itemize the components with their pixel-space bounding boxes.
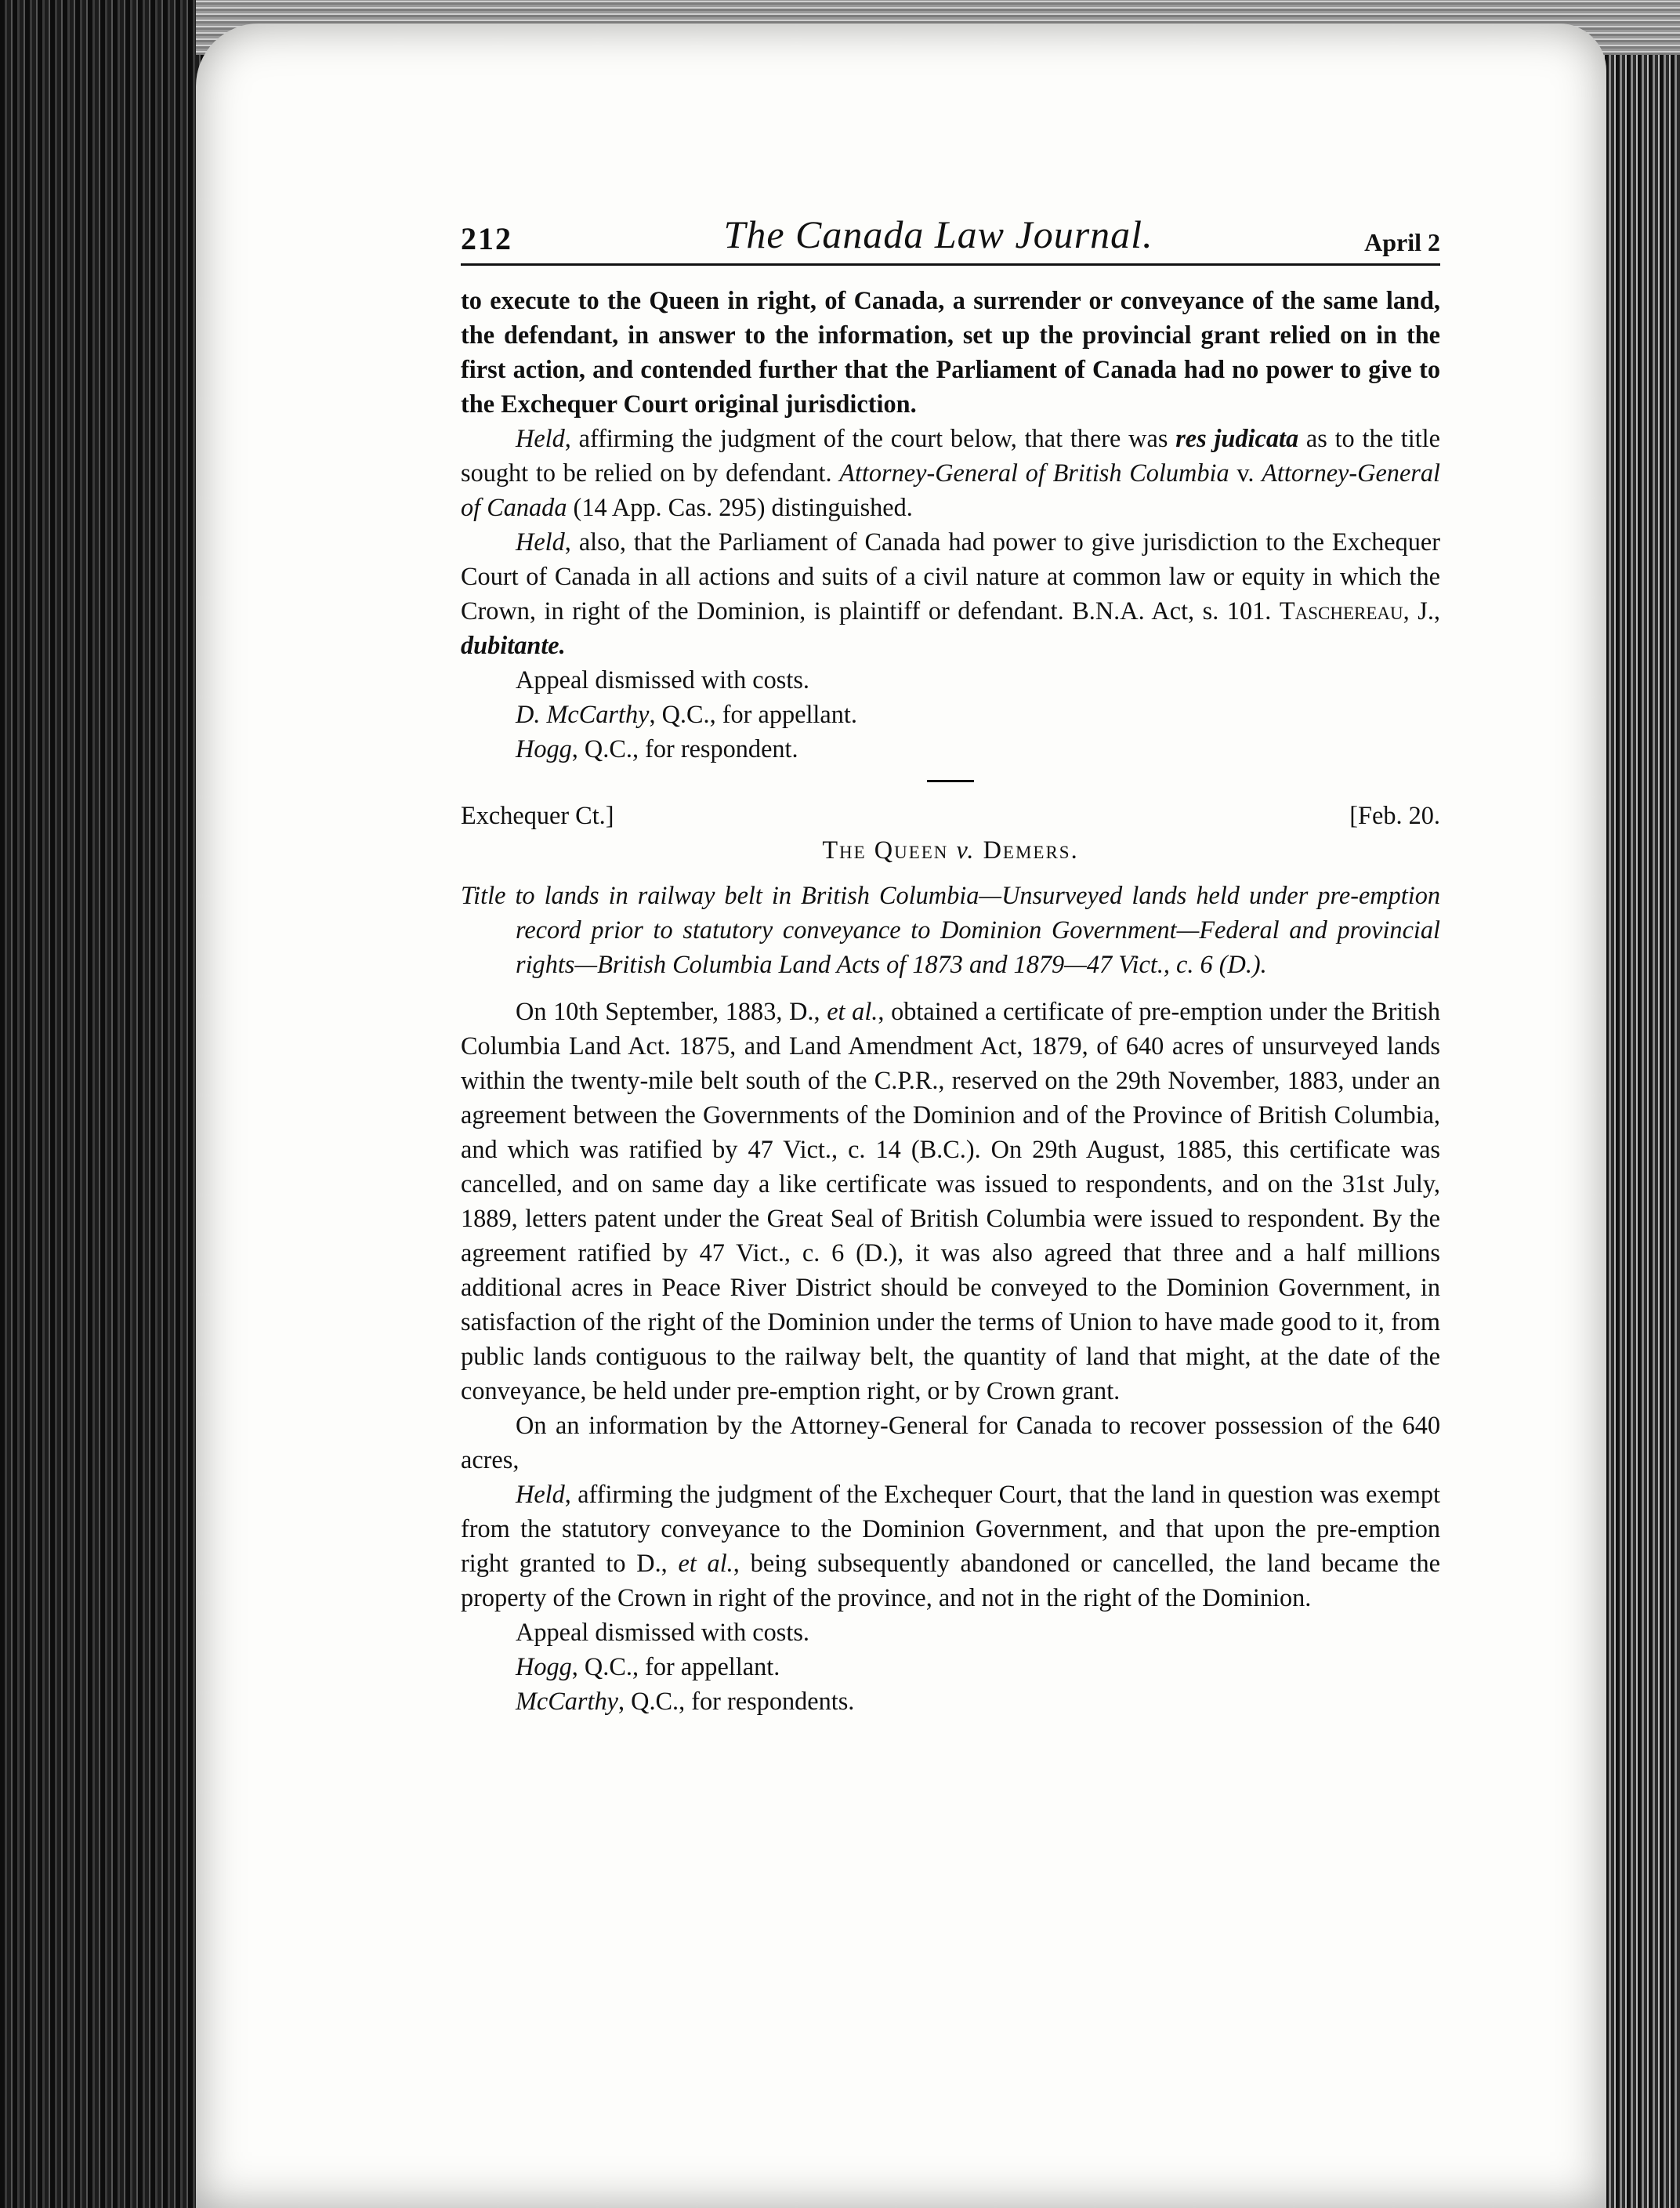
- counsel-role: , Q.C., for appellant.: [571, 1652, 780, 1680]
- held-text: , being subsequently abandoned or cancelled, the land became the property of the Crown in right of the province, and not in the right of the Dominion.: [461, 1549, 1440, 1612]
- counsel-role: , Q.C., for respondent.: [571, 734, 798, 763]
- held-text: , also, that the Parliament of Canada had power to give jurisdiction to the Exchequer Court of Canada in all actions and suits of a civil nature at common law or equity in which the Crown, in right of the Dominion, is plaintiff or defendant. B.N.A. Act, s. 101.: [461, 528, 1440, 625]
- held-label: Held: [516, 424, 565, 452]
- facts-text: On 10th September, 1883, D.,: [516, 997, 827, 1025]
- held-text: , affirming the judgment of the Exchequer Court, that the land in question was exempt from the statutory conveyance to the Dominion Government, and that upon the pre-emption right granted to D.,: [461, 1480, 1440, 1577]
- case2-court-line: [461, 798, 1440, 832]
- et-al: et al.: [678, 1549, 733, 1577]
- case-party: Demers.: [983, 836, 1079, 864]
- held-label: Held: [516, 528, 565, 556]
- case2-information-paragraph: On an information by the Attorney-General for Canada to recover possession of the 640 acres,: [461, 1411, 1440, 1474]
- cited-case-party: Attorney-General of British Columbia: [839, 459, 1229, 487]
- case1-held-paragraph-2: [461, 524, 1440, 662]
- counsel-name: Hogg: [516, 734, 572, 763]
- versus: v.: [1229, 459, 1262, 487]
- header-date: April 2: [1364, 228, 1440, 256]
- counsel-name: D. McCarthy: [516, 700, 650, 728]
- case2-title: [461, 832, 1440, 867]
- case1-counsel-respondent: [461, 731, 1440, 766]
- journal-title: The Canada Law Journal.: [723, 212, 1153, 256]
- court-name: Exchequer Ct.]: [461, 801, 614, 829]
- case2-headnote: Title to lands in railway belt in British Columbia—Unsurveyed lands held under pre-emption record prior to statutory conveyance to Dominion Government—Federal and provincial rights—British Columbia Land Acts of 1873 and 1879—47 Vict., c. 6 (D.).: [461, 881, 1440, 978]
- judge-name: Taschereau: [1279, 596, 1403, 625]
- case1-counsel-appellant: [461, 697, 1440, 731]
- held-text: (14 App. Cas. 295) distinguished.: [567, 493, 913, 521]
- scan-dark-right-margin: [1594, 0, 1680, 2208]
- dubitante: dubitante.: [461, 631, 566, 659]
- counsel-role: , Q.C., for appellant.: [649, 700, 857, 728]
- counsel-name: Hogg: [516, 1652, 572, 1680]
- held-text: , affirming the judgment of the court below, that there was: [564, 424, 1176, 452]
- running-header: [461, 212, 1440, 266]
- facts-text: , obtained a certificate of pre-emption under the British Columbia Land Act. 1875, and Land Amendment Act, 1879, of 640 acres of unsurveyed lands within the twenty-mile belt south of the C.P.R., reserved on the 29th November, 1883, under an agreement between the Governments of the Dominion and of the Province of British Columbia, and which was ratified by 47 Vict., c. 14 (B.C.). On 29th August, 1885, this certificate was cancelled, and on same day a like certificate was issued to respondents, and on the 31st July, 1889, letters patent under the Great Seal of British Columbia were issued to respondent. By the agreement ratified by 47 Vict., c. 6 (D.), it was also agreed that three and a half millions additional acres in Peace River District should be conveyed to the Dominion Government, in satisfaction of the right of the Dominion under the terms of Union to have made good to it, from public lands contiguous to the railway belt, the quantity of land that might, at the date of the conveyance, be held under pre-emption right, or by Crown grant.: [461, 997, 1441, 1405]
- et-al: et al.: [827, 997, 878, 1025]
- case2-disposition: Appeal dismissed with costs.: [516, 1618, 809, 1646]
- page-content: [461, 212, 1440, 1718]
- held-label: Held: [516, 1480, 565, 1508]
- counsel-name: McCarthy: [516, 1687, 618, 1715]
- case2-counsel-appellant: [461, 1649, 1440, 1684]
- case-party: The Queen: [822, 836, 949, 864]
- case2-counsel-respondent: [461, 1684, 1440, 1718]
- case1-held-paragraph-1: [461, 421, 1440, 524]
- cited-case-party: Attorney-General of Canada: [461, 459, 1440, 521]
- page-number: 212: [461, 221, 512, 256]
- versus: v.: [948, 836, 983, 864]
- case2-held-paragraph: [461, 1477, 1440, 1615]
- held-text: as to the title sought to be relied on by defendant.: [461, 424, 1440, 487]
- case-separator-rule: [927, 780, 974, 782]
- judge-suffix: , J.,: [1403, 596, 1440, 625]
- case2-facts-paragraph: [461, 994, 1440, 1408]
- decision-date: [Feb. 20.: [1349, 801, 1440, 829]
- case1-intro-paragraph: to execute to the Queen in right, of Canada, a surrender or conveyance of the same land, the defendant, in answer to the information, set up the provincial grant relied on in the first action, and contended further that the Parliament of Canada had no power to give to the Exchequer Court original jurisdiction.: [461, 286, 1440, 418]
- case1-disposition: Appeal dismissed with costs.: [516, 665, 809, 694]
- res-judicata: res judicata: [1175, 424, 1299, 452]
- counsel-role: , Q.C., for respondents.: [617, 1687, 855, 1715]
